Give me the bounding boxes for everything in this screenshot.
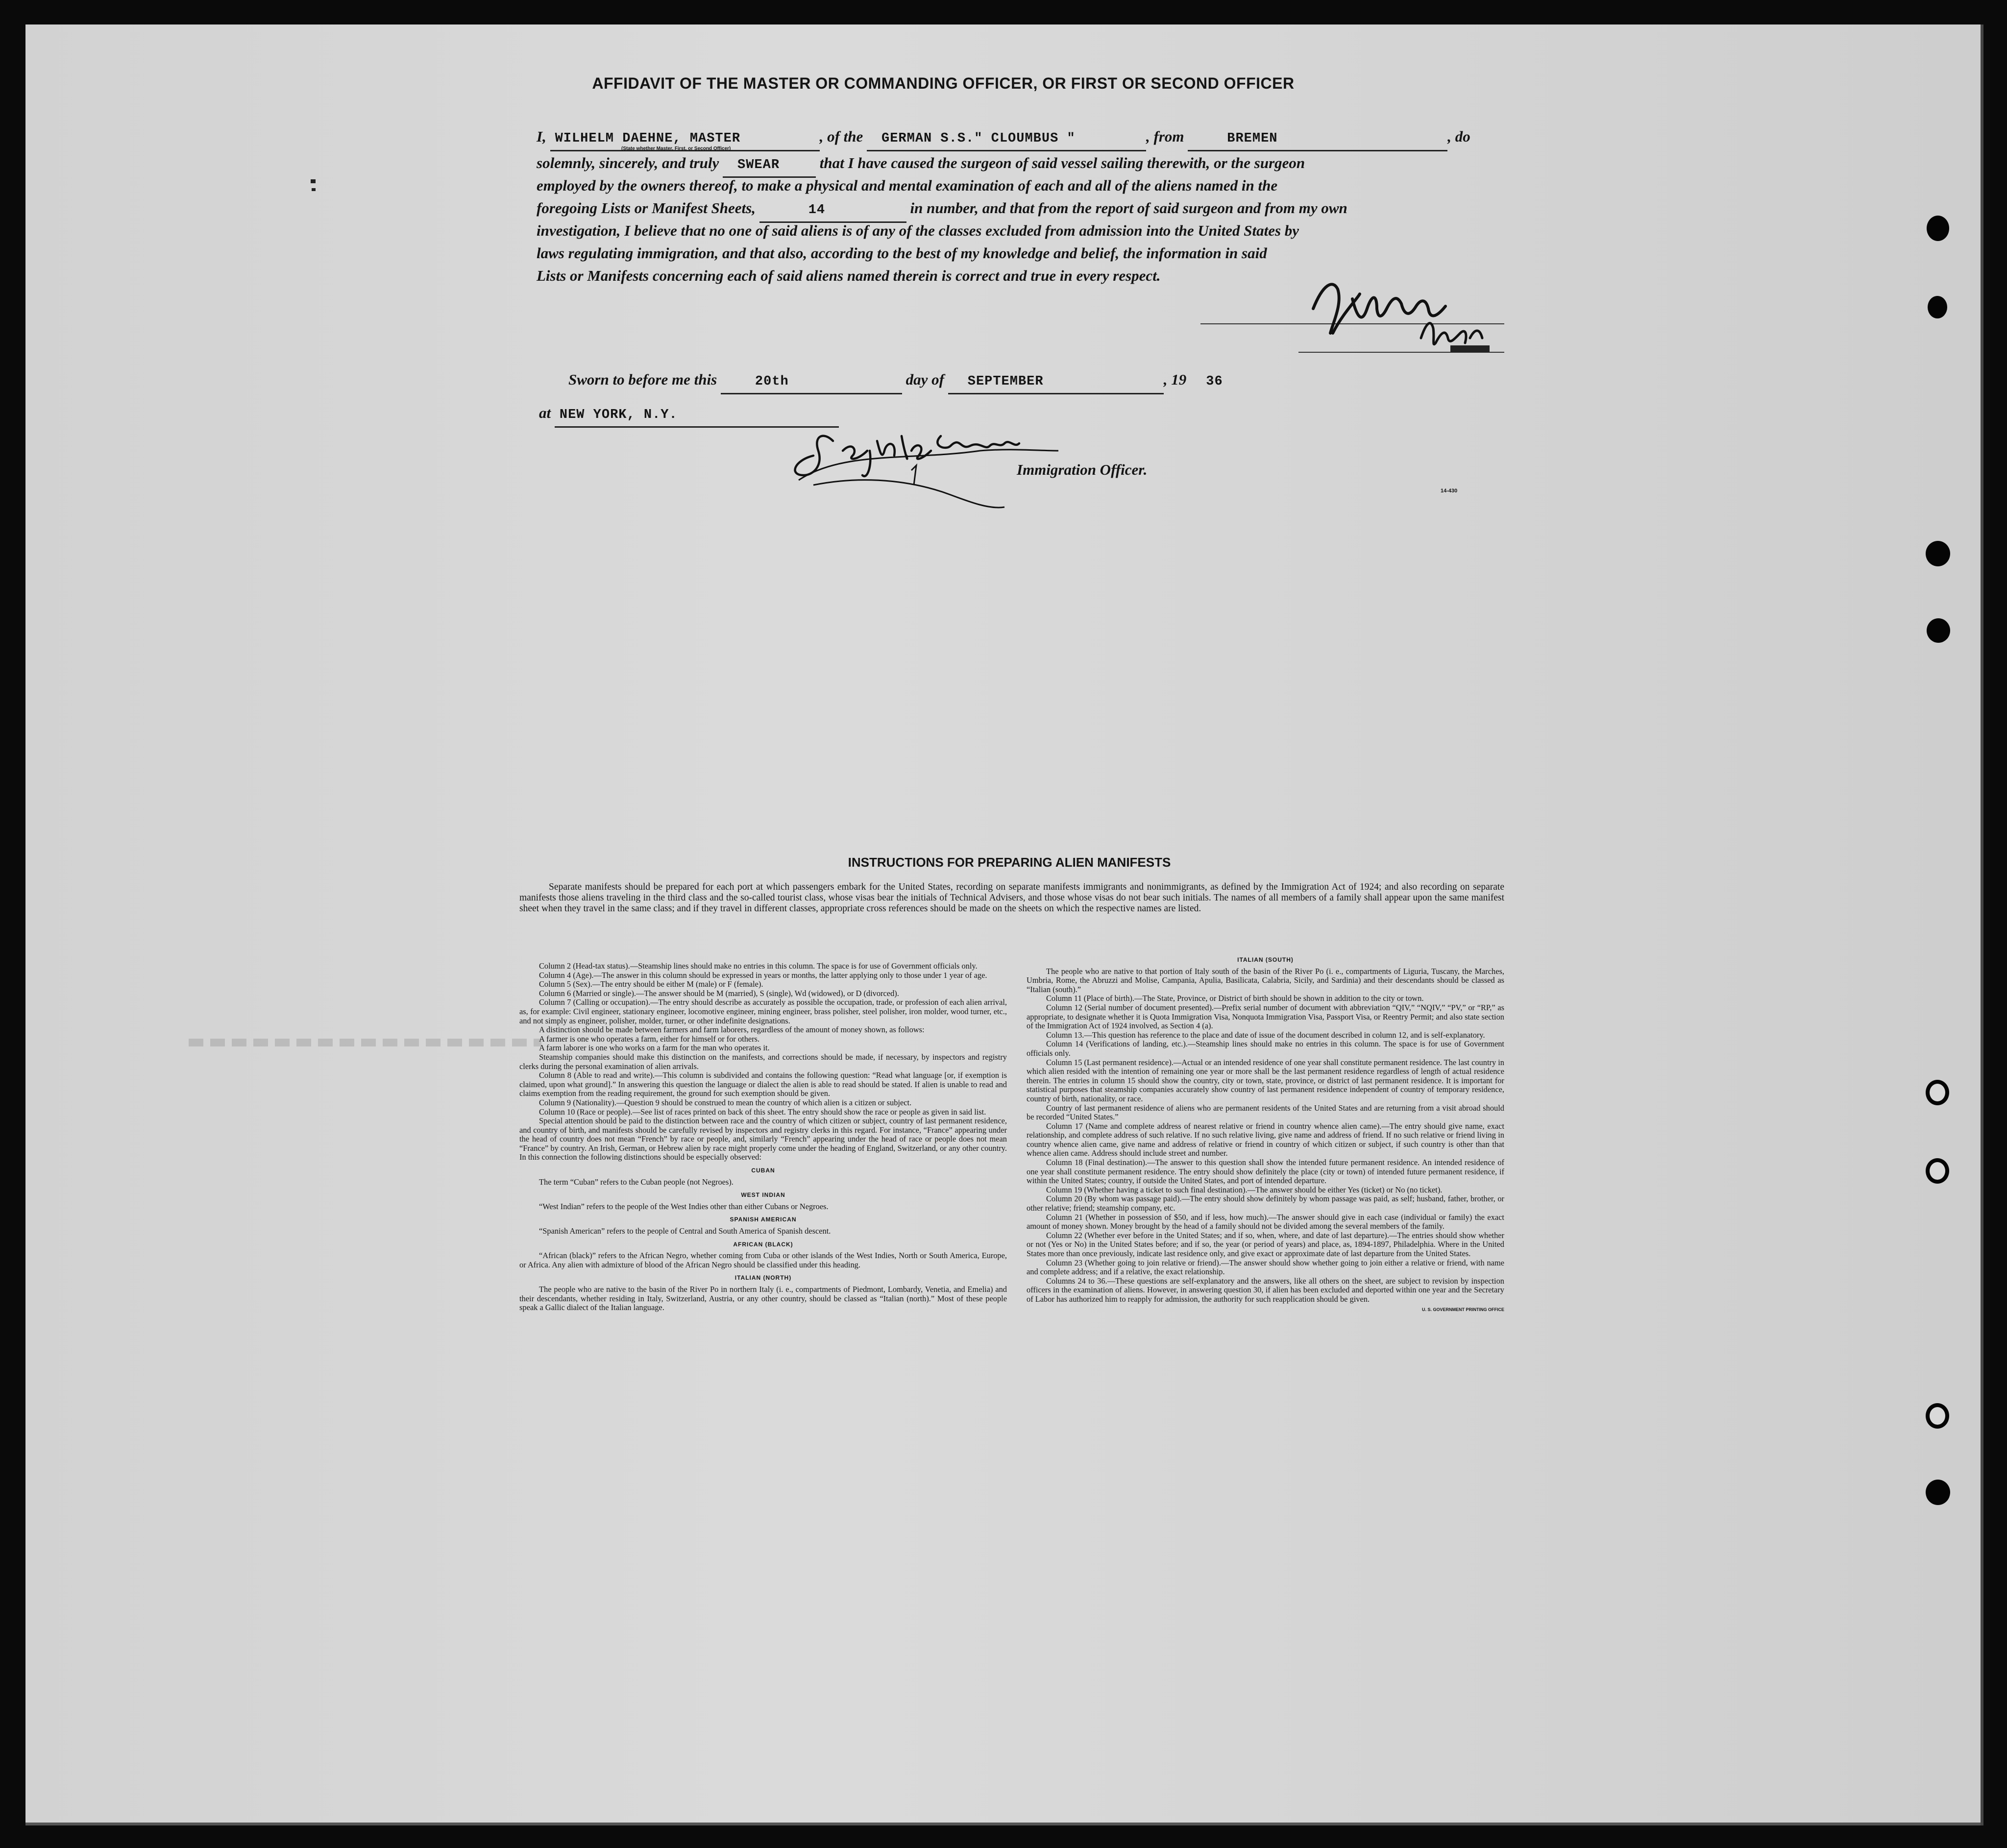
line4-suffix: in number, and that from the report of said surgeon and from my own [910, 199, 1347, 217]
scan-edge [1981, 24, 1983, 1825]
italian-south-heading: ITALIAN (SOUTH) [1237, 956, 1294, 963]
column-15-instruction: Column 15 (Last permanent residence).—Actual or an intended residence of one year shall constitute permanent residence. The last country in which alien resided with the intention of remaining one year or more shall be the last permanent residence regardless of length of actual residence therein. The entries in column 15 should show the country, city or town, state, province, or district of last permanent residence. It is important for statistical purposes that steamship companies accurately show country of last permanent residence independent of country of temporary residence, country of birth, nationality, or race. [1027, 1057, 1505, 1103]
instructions-title: INSTRUCTIONS FOR PREPARING ALIEN MANIFESTS [848, 855, 1171, 870]
column-8-instruction: Column 8 (Able to read and write).—This column is subdivided and contains the following question: “Read what language [or, if exemption is claimed, upon what ground].” In answering this question the language or dialect the alien is able to read should be stated. If alien is unable to read and claims exemption from the reading requirement, the ground for such exemption should be given. [519, 1070, 1007, 1098]
column-2-instruction: Column 2 (Head-tax status).—Steamship lines should make no entries in this column. The space is for use of Government officials only. [539, 961, 978, 971]
do-label: , do [1447, 128, 1470, 145]
column-4-instruction: Column 4 (Age).—The answer in this column should be expressed in years or months, the latter applying only to those under 1 year of age. [539, 970, 987, 980]
column-14-instruction: Column 14 (Verifications of landing, etc.).—Steamship lines should make no entries in this column. The space is for use of Government officials only. [1027, 1039, 1504, 1058]
african-definition: “African (black)” refers to the African Negro, whether coming from Cuba or other islands of the West Indies, North or South America, Europe, or Africa. Any alien with admixture of blood of the African Negro should be classified under this heading. [519, 1251, 1007, 1269]
binder-hole [1927, 618, 1950, 643]
from-label: , from [1146, 128, 1184, 145]
bleed-through [189, 1039, 541, 1046]
gpo-imprint-text: U. S. GOVERNMENT PRINTING OFFICE [1421, 1307, 1504, 1312]
italian-south-definition: The people who are native to that portion of Italy south of the basin of the River Po (i. e., compartments of Liguria, Tuscany, the Marches, Umbria, Rome, the Abruzzi and Molise, Campania, Apulia, Basilicata, Calabria, Sicily, and Sardinia) and their descendants should be classed as “Italian (south).” [1027, 966, 1504, 994]
column-21-instruction: Column 21 (Whether in possession of $50, and if less, how much).—The answer should give in each case (individual or family) the exact amount of money shown. Money brought by the head of a family should not be divided among the several members of the family. [1027, 1212, 1504, 1231]
italian-north-definition: The people who are native to the basin of the River Po in northern Italy (i. e., compartments of Piedmont, Lombardy, Venetia, and Emelia) and their descendants, whether residing in Italy, Switzerland, Austria, or any other country, should be classed as “Italian (north).” Most of these people speak a Gallic dialect of the Italian language. [519, 1285, 1007, 1313]
column-12-instruction: Column 12 (Serial number of document presented).—Prefix serial number of document with abbreviation “QIV,” “NQIV,” “PV,” or “RP,” as appropriate, to designate whether it is Quota Immigration Visa, Nonquota Immigration Visa, Passport Visa, or Reentry Permit; and also state section of the Immigration Act of 1924 involved, as Section 4 (a). [1027, 1002, 1504, 1031]
affidavit-line-7: Lists or Manifests concerning each of said aliens named therein is correct and true in every respect. [537, 267, 1161, 284]
port-of-departure: BREMEN [1188, 127, 1447, 151]
column-17-instruction: Column 17 (Name and complete address of nearest relative or friend in country whence alien came).—The entry should give name, exact relationship, and complete address of such relative. If no such relative living, give name and address of friend. If no such relative or friend living in country whence alien came, give name and address of relative or friend in country of which citizen or subject, if such country is other than that whence alien came. Address should include street and number. [1027, 1121, 1504, 1158]
gpo-imprint [1027, 1304, 1504, 1314]
line2-suffix: that I have caused the surgeon of said vessel sailing therewith, or the surgeon [819, 154, 1305, 171]
column-20-instruction: Column 20 (By whom was passage paid).—The entry should show definitely by whom passage was paid, as self; husband, father, brother, or other relative; friend; steamship company, etc. [1027, 1194, 1504, 1213]
scan-speck [311, 179, 316, 183]
column-10-instruction: Column 10 (Race or people).—See list of races printed on back of this sheet. The entry should show the race or people as given in said list. [539, 1107, 986, 1117]
instructions-right-column [1027, 955, 1504, 1314]
column-5-instruction: Column 5 (Sex).—The entry should be either M (male) or F (female). [539, 979, 763, 989]
special-attention-note: Special attention should be paid to the distinction between race and the country of which citizen or subject, country of last permanent residence, and country of birth, and manifests should be carefully revised by inspectors and registry clerks in this regard. For instance, “France” appearing under the head of country does not mean “French” by race or people, and, similarly “French” appearing under the head of race or people does not mean “France” by country. An Irish, German, or Hebrew alien by race might properly come under the heading of England, Switzerland, or any other country. In this connection the following distinctions should be especially observed: [519, 1116, 1007, 1162]
affidavit-line-3: employed by the owners thereof, to make a physical and mental examination of each and all of the aliens named in the [537, 177, 1278, 194]
binder-hole [1926, 1080, 1949, 1105]
scan-speck [312, 188, 316, 191]
instructions-left-column [519, 962, 1007, 1313]
binder-hole [1926, 1480, 1950, 1505]
affidavit-line-5: investigation, I believe that no one of said aliens is of any of the classes excluded from admission into the United States by [537, 222, 1299, 239]
column-6-instruction: Column 6 (Married or single).—The answer should be M (married), S (single), Wd (widowed), or D (divorced). [539, 988, 899, 998]
west-indian-definition: “West Indian” refers to the people of the West Indies other than either Cubans or Negroes. [539, 1201, 829, 1211]
sheet-count: 14 [759, 199, 906, 223]
form-number: 14-430 [1441, 488, 1458, 494]
line2-prefix: solemnly, sincerely, and truly [537, 154, 719, 171]
of-the-label: , of the [819, 128, 863, 145]
cuban-heading: CUBAN [751, 1167, 775, 1174]
column-11-instruction: Column 11 (Place of birth).—The State, Province, or District of birth should be shown in addition to the city or town. [1046, 994, 1424, 1003]
instructions-intro: Separate manifests should be prepared for each port at which passengers embark for the United States, recording on separate manifests immigrants and nonimmigrants, as defined by the Immigration Act of 1924; and also recording on separate manifests those aliens traveling in the third class and the so-called tourist class, whose visas bear the initials of Technical Advisers, and those whose visas do not bear such initials. The names of all members of a family shall appear upon the same manifest sheet when they travel in the same class; and if they travel in different classes, appropriate cross references should be made on the sheets on which the respective names are listed. [519, 882, 1504, 914]
spanish-american-heading: SPANISH AMERICAN [730, 1216, 797, 1223]
country-residence-note: Country of last permanent residence of aliens who are permanent residents of the United States and are returning from a visit abroad should be recorded “United States.” [1027, 1103, 1504, 1122]
rank-hint: (State whether Master, First, or Second Officer) [621, 146, 731, 151]
master-signature [1303, 265, 1509, 363]
west-indian-heading: WEST INDIAN [741, 1191, 785, 1199]
column-7-instruction: Column 7 (Calling or occupation).—The entry should describe as accurately as possible the occupation, trade, or profession of each alien arrival, as, for example: Civil engineer, stationary engineer, locomotive engineer, mining engineer, brass polisher, steel polisher, iron molder, wood turner, etc., and not simply as engineer, polisher, molder, turner, or other indefinite designations. [519, 997, 1007, 1025]
officer-name: WILHELM DAEHNE, MASTER [550, 127, 820, 151]
binder-hole [1926, 1158, 1949, 1184]
columns-24-36-instruction: Columns 24 to 36.—These questions are self-explanatory and the answers, like all others on the sheet, are subject to revision by inspection officers in the examination of aliens. However, in answering question 30, if alien has been excluded and deported within one year and the Secretary of Labor has authorized him to reapply for admission, the authority for such reapplication should be given. [1027, 1276, 1504, 1304]
at-label: at [539, 404, 551, 421]
i-label: I, [537, 128, 546, 145]
sworn-prefix: Sworn to before me this [568, 371, 717, 388]
immigration-officer-label: Immigration Officer. [1017, 461, 1148, 478]
scan-edge [25, 1823, 1981, 1825]
farmer-definition: A farmer is one who operates a farm, either for himself or for others. [539, 1034, 760, 1044]
vessel-name: GERMAN S.S." CLOUMBUS " [867, 127, 1146, 151]
african-heading: AFRICAN (BLACK) [733, 1240, 793, 1248]
column-19-instruction: Column 19 (Whether having a ticket to such final destination).—The answer should be either Yes (ticket) or No (no ticket). [1046, 1185, 1443, 1194]
affidavit-line-6: laws regulating immigration, and that also, according to the best of my knowledge and belief, the information in said [537, 244, 1267, 262]
oath-word: SWEAR [723, 154, 816, 178]
binder-hole [1927, 216, 1949, 241]
binder-hole [1926, 541, 1950, 566]
column-18-instruction: Column 18 (Final destination).—The answer to this question shall show the intended future permanent residence. An intended residence of one year shall constitute permanent residence. The entry should show definitely the place (city or town) of intended future permanent residence, if within the United States; country, if outside the United States, and port of intended departure. [1027, 1158, 1504, 1186]
sworn-line [568, 368, 1223, 394]
binder-hole [1926, 1403, 1949, 1429]
column-13-instruction: Column 13.—This question has reference to the place and date of issue of the document described in column 12, and is self-explanatory. [1046, 1030, 1485, 1040]
steamship-note: Steamship companies should make this distinction on the manifests, and corrections should be made, if necessary, by inspectors and registry clerks during the personal examination of alien arrivals. [519, 1052, 1007, 1071]
sworn-day: 20th [721, 370, 902, 394]
farm-laborer-definition: A farm laborer is one who works on a farm for the man who operates it. [539, 1043, 770, 1053]
column-9-instruction: Column 9 (Nationality).—Question 9 should be construed to mean the country of which alien is a citizen or subject. [539, 1097, 912, 1107]
sworn-month: SEPTEMBER [948, 370, 1164, 394]
farmer-distinction: A distinction should be made between farmers and farm laborers, regardless of the amount of money shown, as follows: [539, 1025, 925, 1035]
spanish-american-definition: “Spanish American” refers to the people of Central and South America of Spanish descent. [539, 1226, 831, 1236]
day-of-label: day of [906, 371, 944, 388]
manifest-page [25, 24, 1981, 1823]
line4-prefix: foregoing Lists or Manifest Sheets, [537, 199, 756, 217]
column-23-instruction: Column 23 (Whether going to join relative or friend).—The answer should show whether going to join either a relative or friend, with name and complete address; and if a relative, the exact relationship. [1027, 1258, 1504, 1277]
column-22-instruction: Column 22 (Whether ever before in the United States; and if so, when, where, and date of last departure).—The entries should show whether or not (Yes or No) in the United States before; and if so, the year (or period of years) and place, as, 1894-1897, Philadelphia. Where in the United States more than once previously, indicate last residence only, and give exact or approximate date of last departure from the United States. [1027, 1230, 1504, 1258]
sworn-year: 36 [1206, 374, 1223, 389]
year-prefix: , 19 [1163, 371, 1187, 388]
sworn-place: NEW YORK, N.Y. [555, 404, 839, 428]
cuban-definition: The term “Cuban” refers to the Cuban people (not Negroes). [539, 1177, 734, 1187]
binder-hole [1928, 296, 1947, 318]
affidavit-title: AFFIDAVIT OF THE MASTER OR COMMANDING OFFICER, OR FIRST OR SECOND OFFICER [592, 74, 1295, 92]
italian-north-heading: ITALIAN (NORTH) [734, 1274, 792, 1282]
